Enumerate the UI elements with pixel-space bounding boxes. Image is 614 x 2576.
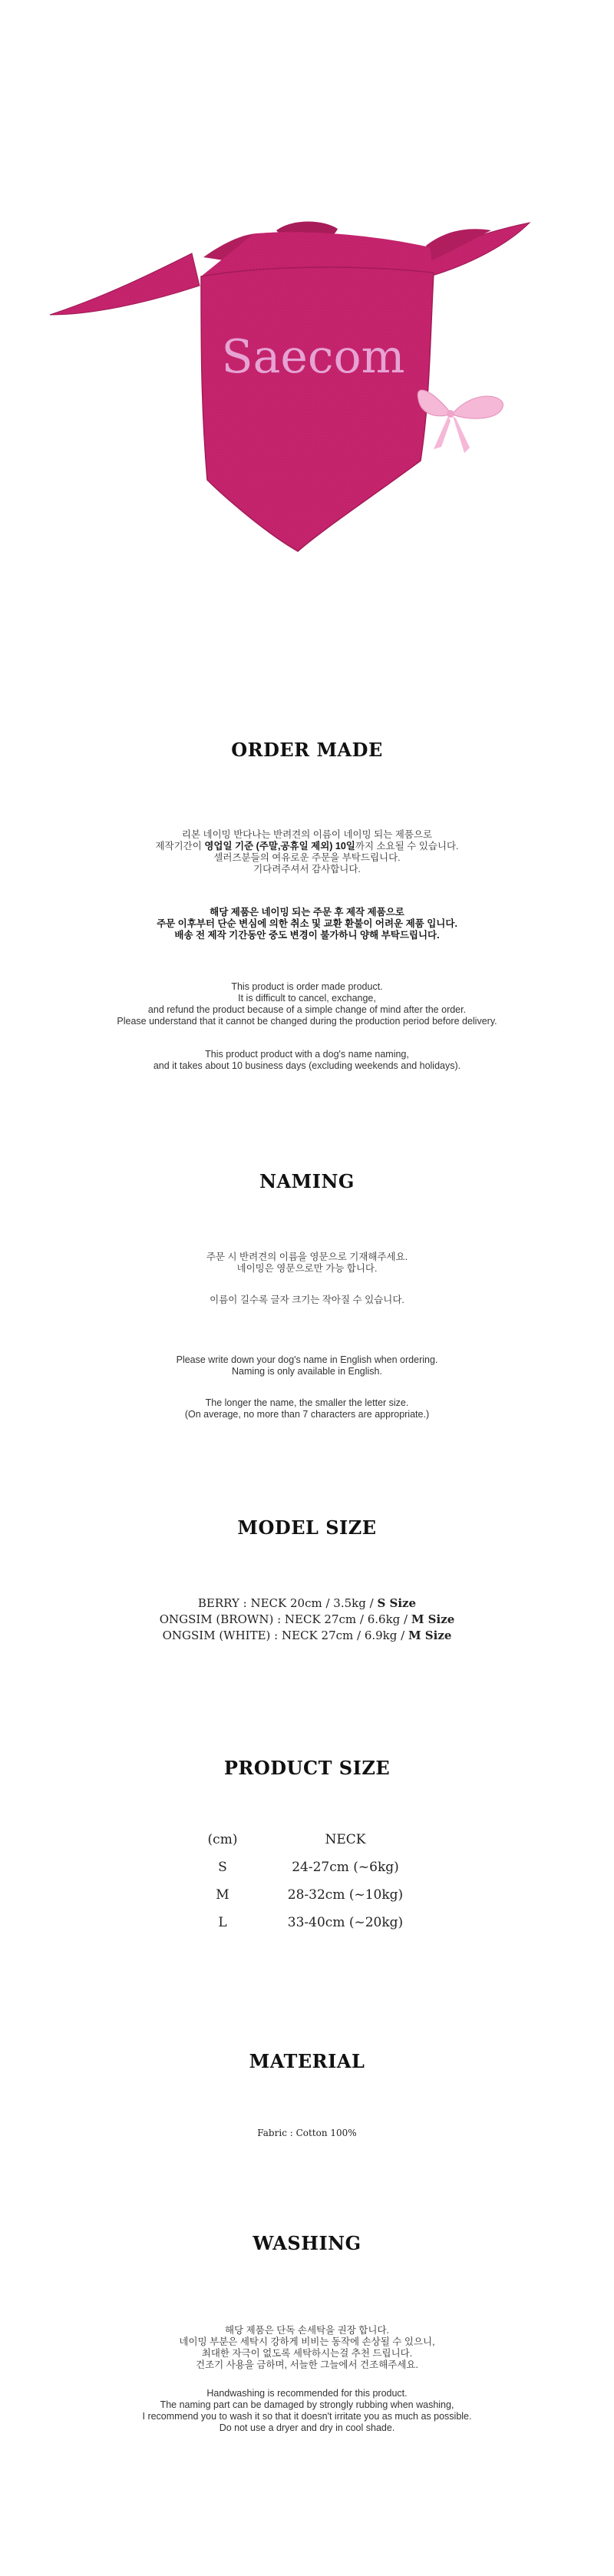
text-line: 네이밍 부분은 세탁시 강하게 비비는 동작에 손상될 수 있으니,	[179, 2336, 435, 2347]
section-title-washing: WASHING	[253, 2232, 361, 2254]
text-line: 제작기간이 영업일 기준 (주말,공휴일 제외) 10일까지 소요될 수 있습니다.	[155, 841, 459, 852]
size-table-header	[184, 1826, 430, 1853]
model-size-row: ONGSIM (BROWN) : NECK 27cm / 6.6kg / M Size	[159, 1612, 455, 1626]
size-label: S	[218, 1860, 227, 1875]
section-title-naming: NAMING	[259, 1170, 355, 1192]
material-text: Fabric : Cotton 100%	[257, 2128, 357, 2138]
text-line: 해당 제품은 단독 손세탁을 권장 합니다.	[224, 2325, 390, 2336]
ribbon-bow-icon	[418, 390, 503, 453]
washing-english-text	[0, 2388, 614, 2434]
size-header-cm: (cm)	[207, 1832, 238, 1847]
order-made-english-text-2	[0, 1049, 614, 1072]
text-line: 배송 전 제작 기간동안 중도 변경이 불가하니 양해 부탁드립니다.	[174, 930, 440, 941]
text-line: The longer the name, the smaller the letter size.	[205, 1397, 409, 1408]
section-title-model-size: MODEL SIZE	[237, 1516, 377, 1539]
size-label: M	[216, 1887, 229, 1903]
text-line: and it takes about 10 business days (excluding weekends and holidays).	[153, 1060, 461, 1071]
naming-english-text-2	[0, 1397, 614, 1420]
text-line: Please write down your dog's name in English when ordering.	[176, 1354, 438, 1365]
text-line: Naming is only available in English.	[232, 1366, 382, 1377]
text-line: Do not use a dryer and dry in cool shade.	[219, 2422, 395, 2433]
text-line: 주문 시 반려견의 이름을 영문으로 기재해주세요.	[206, 1252, 408, 1262]
washing-korean-text	[0, 2325, 614, 2371]
size-value: 28-32cm (~10kg)	[287, 1887, 404, 1903]
section-title-order-made: ORDER MADE	[231, 739, 383, 761]
naming-english-text-1	[0, 1354, 614, 1377]
section-title-material: MATERIAL	[249, 2050, 365, 2072]
order-made-english-text-1	[0, 981, 614, 1027]
naming-korean-text-1	[0, 1252, 614, 1275]
text-line: Please understand that it cannot be changed during the production period before delivery.	[117, 1016, 497, 1027]
text-line: It is difficult to cancel, exchange,	[238, 993, 376, 1004]
text-line: Handwashing is recommended for this product.	[206, 2388, 408, 2399]
order-made-korean-text-2	[0, 907, 614, 941]
text-line: 주문 이후부터 단순 변심에 의한 취소 및 교환 환불이 어려운 제품 입니다.	[157, 918, 457, 929]
text-line: and refund the product because of a simple change of mind after the order.	[147, 1004, 467, 1015]
section-title-product-size: PRODUCT SIZE	[223, 1757, 391, 1779]
text-line: 해당 제품은 네이밍 되는 주문 후 제작 제품으로	[210, 907, 404, 918]
text-line: (On average, no more than 7 characters are appropriate.)	[184, 1409, 430, 1420]
order-made-korean-text-1	[0, 829, 614, 875]
bandana-name-text: Saecom	[221, 330, 405, 384]
size-table-row	[184, 1853, 430, 1881]
text-line: 이름이 길수록 글자 크기는 작아질 수 있습니다.	[210, 1295, 404, 1305]
text-line: This product is order made product.	[231, 981, 383, 992]
text-line: 네이밍은 영문으로만 가능 합니다.	[236, 1263, 378, 1274]
model-size-list	[0, 1596, 614, 1644]
text-line: The naming part can be damaged by strongly rubbing when washing,	[160, 2399, 454, 2410]
bandana-illustration	[0, 0, 614, 614]
size-table-row	[184, 1881, 430, 1909]
size-value: 24-27cm (~6kg)	[292, 1860, 399, 1875]
hero-image	[0, 0, 614, 614]
text-line: 최대한 자극이 없도록 세탁하시는걸 추천 드립니다.	[201, 2348, 413, 2359]
size-header-neck: NECK	[325, 1832, 366, 1847]
size-label: L	[218, 1915, 227, 1930]
product-size-table	[184, 1826, 430, 1936]
text-line: 기다려주셔서 감사합니다.	[253, 864, 361, 875]
size-table-row	[184, 1909, 430, 1936]
naming-korean-text-2	[0, 1295, 614, 1306]
model-size-row: ONGSIM (WHITE) : NECK 27cm / 6.9kg / M Size	[162, 1629, 452, 1642]
text-line: I recommend you to wash it so that it doesn't irritate you as much as possible.	[142, 2411, 472, 2422]
size-value: 33-40cm (~20kg)	[287, 1915, 404, 1930]
model-size-row: BERRY : NECK 20cm / 3.5kg / S Size	[197, 1596, 417, 1610]
text-line: 리본 네이밍 반다나는 반려견의 이름이 네이밍 되는 제품으로	[181, 829, 433, 840]
text-line: This product product with a dog's name naming,	[205, 1049, 409, 1060]
text-line: 건조기 사용을 금하며, 서늘한 그늘에서 건조해주세요.	[196, 2359, 418, 2370]
text-line: 셀러즈분들의 여유로운 주문을 부탁드립니다.	[213, 852, 401, 863]
